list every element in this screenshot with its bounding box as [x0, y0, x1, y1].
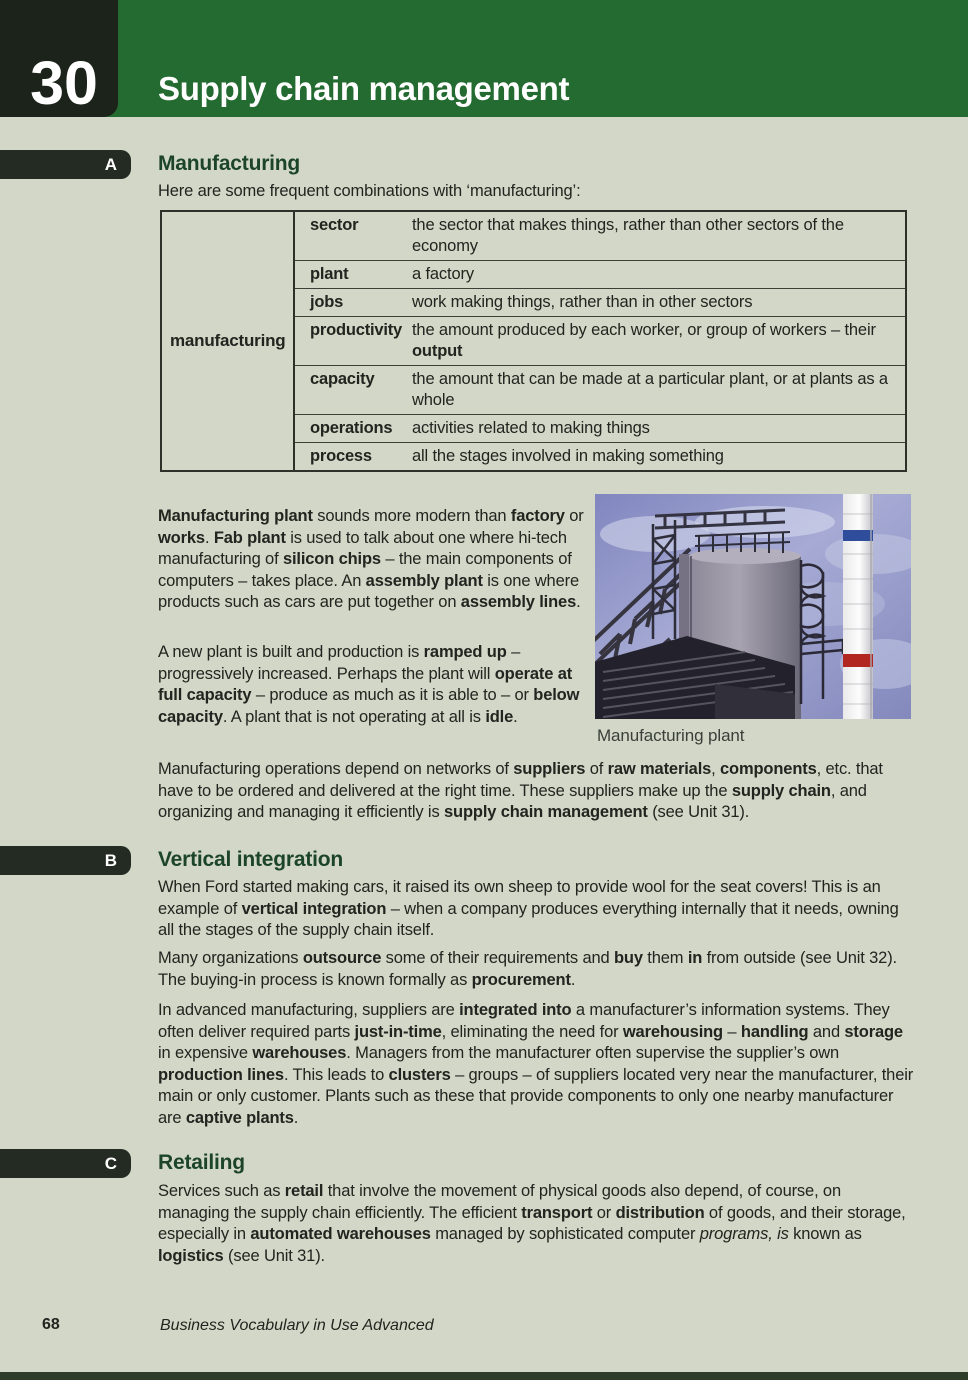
book-title: Business Vocabulary in Use Advanced [160, 1317, 434, 1334]
collocation-definition: activities related to making things [412, 419, 650, 437]
manufacturing-plant-photo [595, 494, 911, 719]
section-a-paragraph-1: Manufacturing plant sounds more modern than factory or works. Fab plant is used to talk about one where hi-tech manufacturing of silicon chips – the main components of computers – takes place. An assembly plant is one where products such as cars are put together on assembly lines. [158, 507, 584, 611]
section-a-heading: Manufacturing [158, 152, 301, 175]
collocation-definition: all the stages involved in making something [412, 447, 724, 465]
collocation-term: jobs [310, 293, 344, 311]
table-row [295, 415, 905, 443]
bottom-edge-strip [0, 1372, 968, 1380]
collocation-definition: work making things, rather than in other sectors [412, 293, 753, 311]
collocation-term: productivity [310, 321, 403, 339]
section-a-badge [0, 150, 131, 179]
table-row [295, 443, 905, 470]
table-rows [295, 212, 905, 470]
unit-title: Supply chain management [158, 70, 570, 107]
section-a-paragraph-2: A new plant is built and production is ramped up – progressively increased. Perhaps the plant will operate at full capacity – produce as much as it is able to – or below capacity. A plant that is not operating at all is idle. [158, 643, 580, 726]
collocation-term: sector [310, 216, 359, 234]
collocation-definition: the amount produced by each worker, or group of workers – their output [412, 321, 876, 360]
table-row [295, 366, 905, 415]
table-row [295, 212, 905, 261]
section-b-badge [0, 846, 131, 875]
table-row [295, 261, 905, 289]
unit-number-box [0, 0, 118, 117]
collocation-term: operations [310, 419, 393, 437]
collocation-definition: the sector that makes things, rather than other sectors of the economy [412, 216, 844, 255]
section-c-paragraph-1: Services such as retail that involve the movement of physical goods also depend, of course, on managing the supply chain efficiently. The efficient transport or distribution of goods, and their storage, especially in automated warehouses managed by sophisticated computer programs, is known as logistics (see Unit 31). [158, 1182, 906, 1265]
unit-header-band [0, 0, 968, 117]
collocation-term: plant [310, 265, 349, 283]
section-c-badge [0, 1149, 131, 1178]
section-b-paragraph-1: When Ford started making cars, it raised its own sheep to provide wool for the seat covers! This is an example of vertical integration – when a company produces everything internally that it needs, owning all the stages of the supply chain itself. [158, 878, 899, 939]
section-a-letter: A [104, 154, 117, 174]
section-b-paragraph-2: Many organizations outsource some of their requirements and buy them in from outside (see Unit 32). The buying-in process is known formally as procurement. [158, 949, 897, 989]
section-c-heading: Retailing [158, 1151, 245, 1174]
table-row [295, 317, 905, 366]
collocation-definition: a factory [412, 265, 474, 283]
section-c-letter: C [104, 1153, 117, 1173]
photo-caption: Manufacturing plant [597, 726, 745, 745]
section-b-heading: Vertical integration [158, 848, 344, 871]
collocation-definition: the amount that can be made at a particular plant, or at plants as a whole [412, 370, 888, 409]
section-a-intro: Here are some frequent combinations with ‘manufacturing’: [158, 182, 581, 200]
collocation-table [160, 210, 907, 472]
section-b-paragraph-3: In advanced manufacturing, suppliers are integrated into a manufacturer’s information systems. They often deliver required parts just-in-time, eliminating the need for warehousing – handling and storage in expensive warehouses. Managers from the manufacturer often supervise the supplier’s own production lines. This leads to clusters – groups – of suppliers located very near the manufacturer, their main or only customer. Plants such as these that provide components to only one nearby manufacturer are captive plants. [158, 1001, 914, 1127]
table-stem: manufacturing [162, 212, 295, 470]
collocation-term: capacity [310, 370, 375, 388]
unit-number: 30 [30, 49, 98, 117]
section-a-paragraph-3: Manufacturing operations depend on networks of suppliers of raw materials, components, etc. that have to be ordered and delivered at the right time. These suppliers make up the supply chain, and organizing and managing it efficiently is supply chain management (see Unit 31). [158, 760, 883, 821]
section-b-letter: B [104, 850, 117, 870]
page-number: 68 [42, 1316, 60, 1333]
collocation-term: process [310, 447, 372, 465]
table-row [295, 289, 905, 317]
